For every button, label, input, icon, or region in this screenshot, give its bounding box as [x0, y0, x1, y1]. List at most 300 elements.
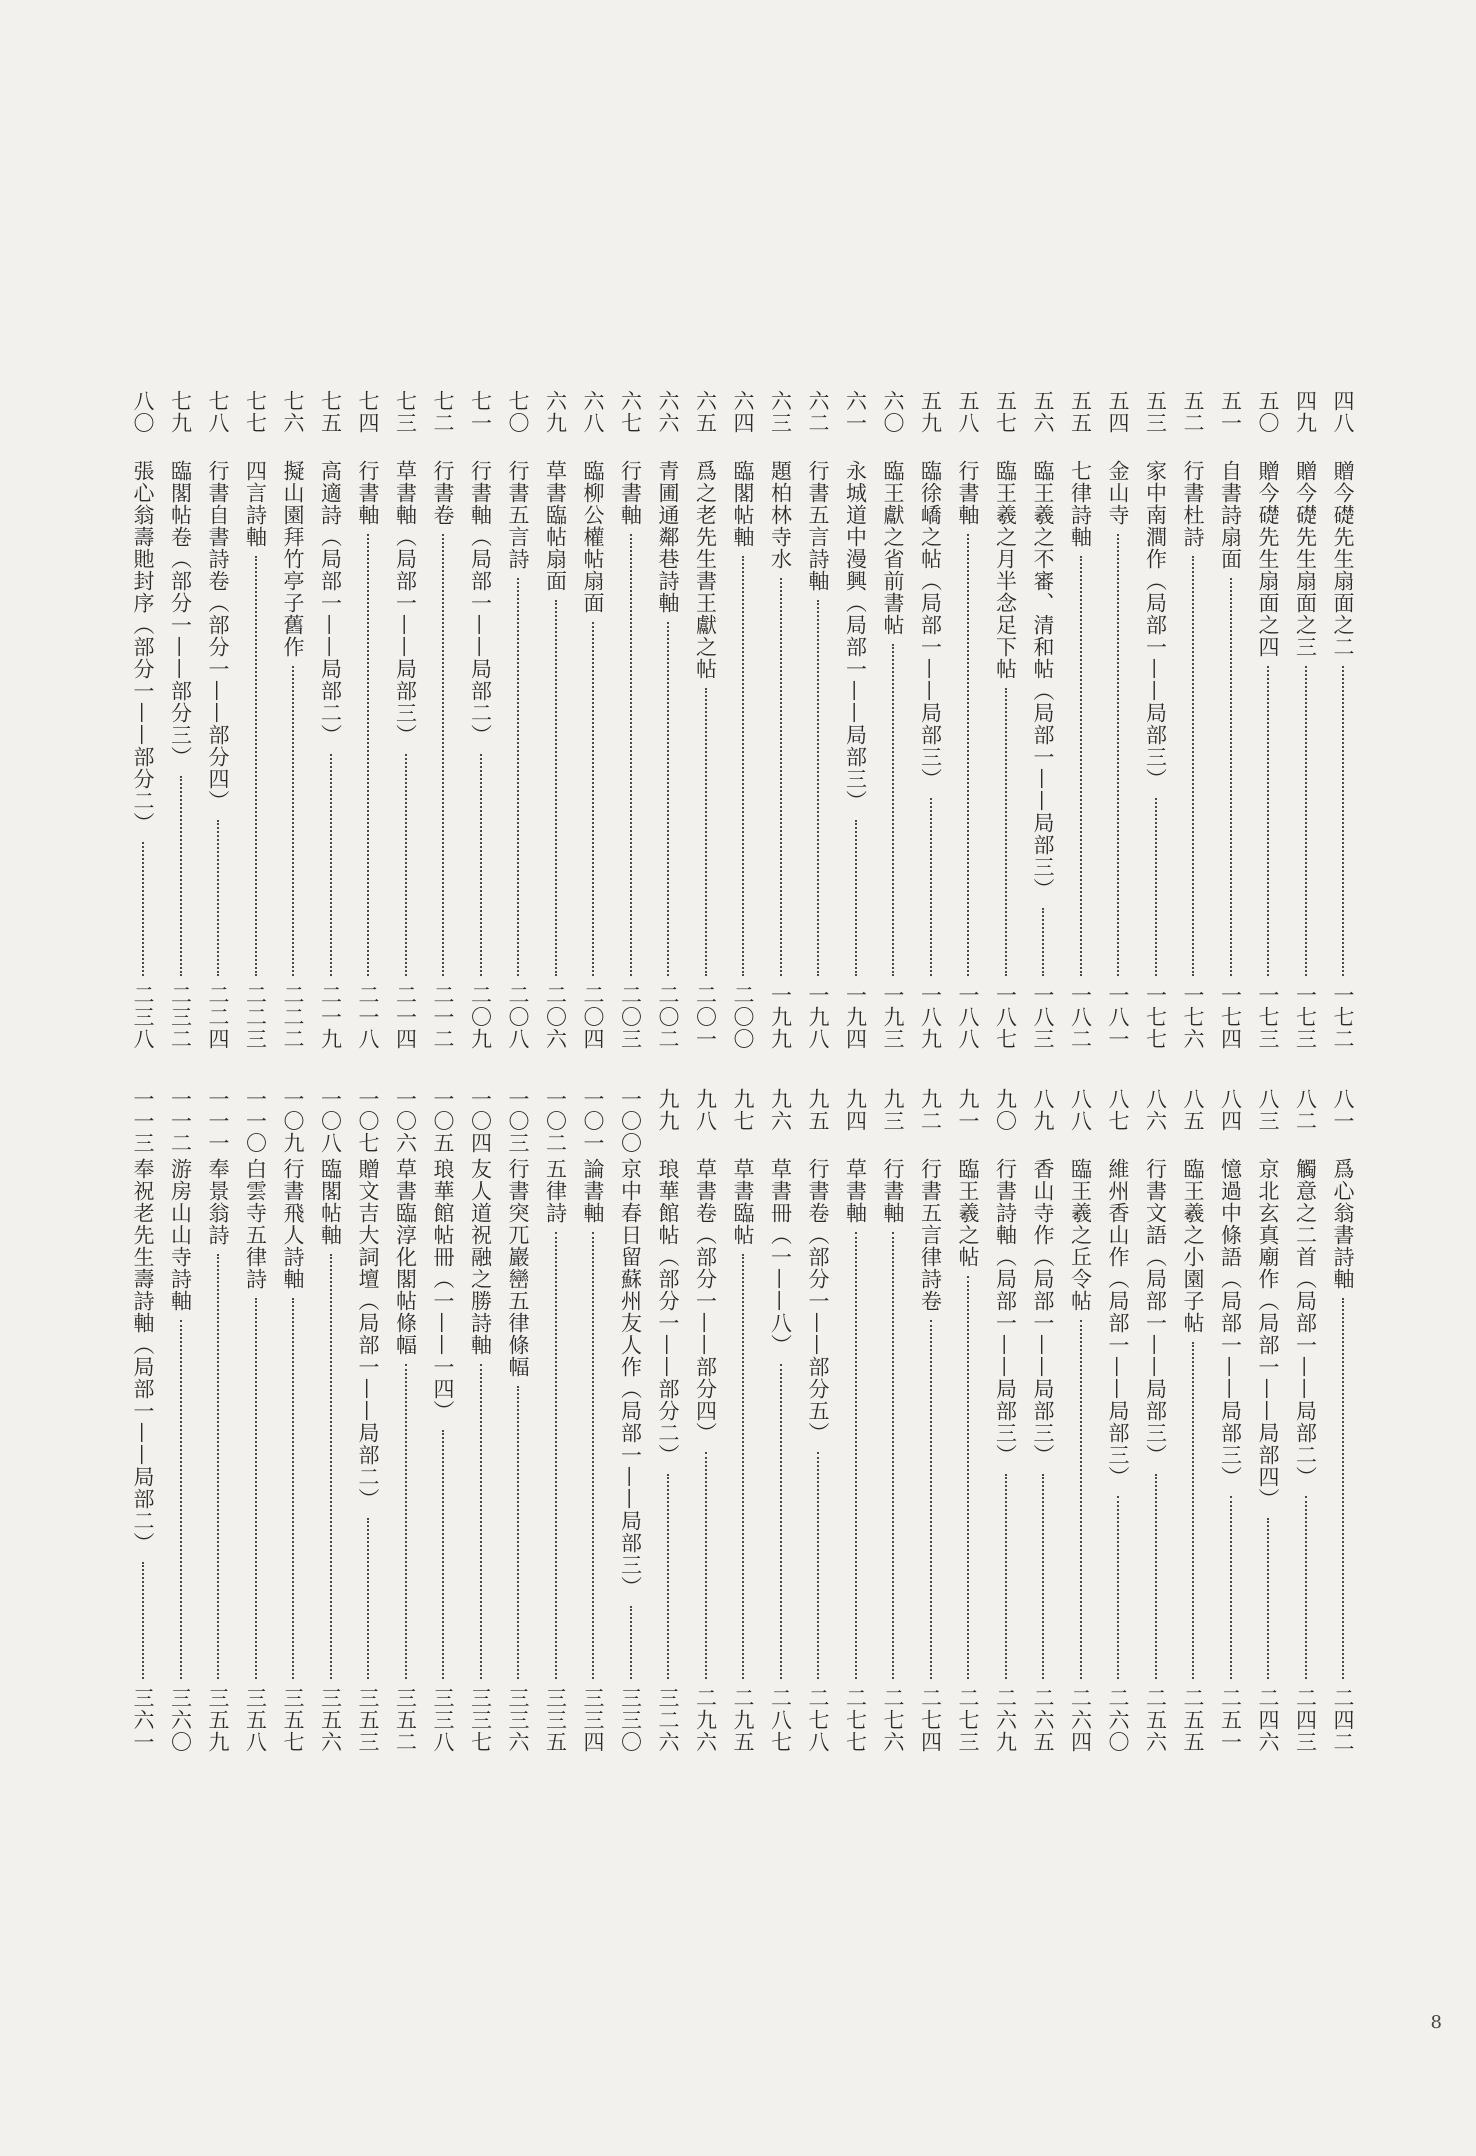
leader-dots [967, 534, 969, 976]
entry-title: 草書臨帖扇面 [543, 460, 568, 592]
entry-title: 行書軸 [618, 460, 643, 526]
entry-page: 三三八 [431, 1687, 455, 1753]
entry-title: 家中南澗作（局部一——局部三） [1143, 460, 1168, 790]
catalog-entry [1028, 1088, 1058, 1753]
entry-title: 草書軸 [843, 1158, 868, 1224]
catalog-entry [803, 390, 833, 1050]
entry-title: 自書詩扇面 [1218, 460, 1243, 570]
entry-title: 臨王羲之帖 [956, 1158, 980, 1268]
catalog-entry [953, 390, 983, 1050]
entry-page: 二〇六 [543, 984, 568, 1050]
entry-page: 二六五 [1031, 1687, 1055, 1753]
entry-number: 六七 [618, 390, 643, 434]
leader-dots [517, 578, 519, 976]
catalog-entry [1141, 390, 1171, 1050]
entry-title: 論書軸 [581, 1158, 605, 1224]
leader-dots [367, 534, 369, 976]
leader-dots [1230, 578, 1232, 976]
entry-page: 二六四 [1068, 1687, 1093, 1753]
entry-number: 七七 [243, 390, 268, 434]
entry-page: 一七二 [1331, 984, 1355, 1050]
leader-dots [892, 1232, 894, 1679]
entry-page: 二一九 [318, 984, 343, 1050]
entry-page: 二九六 [693, 1687, 718, 1753]
entry-title: 贈今礎先生扇面之三 [1293, 460, 1318, 658]
entry-title: 臨王羲之丘令帖 [1068, 1158, 1093, 1312]
catalog-entry [616, 390, 646, 1050]
entry-page: 三三七 [468, 1687, 493, 1753]
catalog-entry [1178, 1088, 1208, 1753]
entry-title: 爲心翁書詩軸 [1331, 1158, 1355, 1290]
catalog-entry [616, 1088, 646, 1753]
entry-number: 一〇二 [543, 1088, 568, 1154]
catalog-entry [241, 390, 271, 1050]
entry-page: 一九八 [806, 984, 830, 1050]
entry-number: 七一 [468, 390, 493, 434]
entry-page: 二〇九 [468, 984, 493, 1050]
entry-page: 二〇一 [693, 984, 718, 1050]
catalog-entry [541, 390, 571, 1050]
entry-title: 行書軸 [881, 1158, 905, 1224]
entry-number: 一〇八 [318, 1088, 343, 1154]
catalog-entry [653, 1088, 683, 1753]
entry-number: 一〇七 [356, 1088, 380, 1154]
entry-page: 三五二 [393, 1687, 418, 1753]
catalog-entry [1216, 1088, 1246, 1753]
entry-number: 七三 [393, 390, 418, 434]
entry-page: 二〇三 [618, 984, 643, 1050]
catalog-entry [1066, 390, 1096, 1050]
entry-title: 琅華館帖（部分一——部分二） [656, 1158, 680, 1466]
entry-page: 二五一 [1218, 1687, 1243, 1753]
catalog-entry [878, 1088, 908, 1753]
leader-dots [142, 1562, 144, 1679]
entry-number: 八四 [1218, 1088, 1243, 1132]
entry-page: 二九五 [731, 1687, 755, 1753]
catalog-column-group-top [128, 390, 1358, 1050]
entry-page: 一七三 [1256, 984, 1280, 1050]
entry-number: 七九 [168, 390, 193, 434]
entry-number: 五〇 [1256, 390, 1280, 434]
entry-title: 題柏林寺水 [768, 460, 793, 570]
entry-page: 一七六 [1181, 984, 1205, 1050]
entry-title: 臨柳公權帖扇面 [581, 460, 605, 614]
entry-title: 贈今礎先生扇面之二 [1331, 460, 1355, 658]
entry-number: 一〇一 [581, 1088, 605, 1154]
catalog-entry [1328, 390, 1358, 1050]
catalog-entry [1028, 390, 1058, 1050]
entry-title: 京中春日留蘇州友人作（局部一——局部三） [618, 1158, 643, 1598]
entry-page: 一八二 [1068, 984, 1093, 1050]
leader-dots [142, 842, 144, 976]
catalog-entry [916, 1088, 946, 1753]
leader-dots [405, 754, 407, 976]
catalog-entry [728, 1088, 758, 1753]
leader-dots [217, 1254, 219, 1679]
entry-page: 二三八 [131, 984, 155, 1050]
catalog-entry [353, 1088, 383, 1753]
entry-number: 九九 [656, 1088, 680, 1132]
entry-number: 一〇五 [431, 1088, 455, 1154]
entry-page: 二六九 [993, 1687, 1018, 1753]
catalog-entry [316, 390, 346, 1050]
entry-title: 擬山園拜竹亭子舊作 [281, 460, 305, 658]
entry-number: 一一三 [131, 1088, 155, 1154]
leader-dots [1080, 1320, 1082, 1679]
leader-dots [855, 820, 857, 976]
catalog-entry [841, 390, 871, 1050]
catalog-entry [916, 390, 946, 1050]
entry-number: 一一二 [168, 1088, 193, 1154]
entry-title: 行書自書詩卷（部分一——部分四） [206, 460, 230, 812]
entry-number: 六二 [806, 390, 830, 434]
catalog-entry [391, 390, 421, 1050]
catalog-entry [1253, 390, 1283, 1050]
entry-number: 五七 [993, 390, 1018, 434]
entry-title: 琅華館帖冊（一——一四） [431, 1158, 455, 1422]
leader-dots [180, 1320, 182, 1679]
entry-title: 行書五言詩軸 [806, 460, 830, 592]
entry-title: 白雲寺五律詩 [243, 1158, 268, 1290]
leader-dots [255, 1298, 257, 1679]
entry-number: 六八 [581, 390, 605, 434]
entry-number: 七二 [431, 390, 455, 434]
entry-title: 行書突兀巖巒五律條幅 [506, 1158, 530, 1378]
entry-number: 五一 [1218, 390, 1243, 434]
entry-page: 二二四 [206, 984, 230, 1050]
entry-number: 七〇 [506, 390, 530, 434]
entry-number: 八七 [1106, 1088, 1130, 1132]
entry-number: 六四 [731, 390, 755, 434]
catalog-entry [803, 1088, 833, 1753]
leader-dots [1005, 1474, 1007, 1679]
leader-dots [367, 1518, 369, 1679]
entry-number: 五四 [1106, 390, 1130, 434]
entry-title: 臨王羲之月半念足下帖 [993, 460, 1018, 680]
entry-number: 四九 [1293, 390, 1318, 434]
catalog-entry [1103, 390, 1133, 1050]
entry-number: 六五 [693, 390, 718, 434]
catalog-entry [428, 1088, 458, 1753]
entry-number: 七八 [206, 390, 230, 434]
entry-title: 青圃通鄰巷詩軸 [656, 460, 680, 614]
leader-dots [1192, 556, 1194, 976]
entry-title: 行書卷（部分一——部分五） [806, 1158, 830, 1444]
entry-title: 贈今礎先生扇面之四 [1256, 460, 1280, 658]
entry-page: 一九四 [843, 984, 868, 1050]
entry-number: 九八 [693, 1088, 718, 1132]
entry-page: 二〇〇 [731, 984, 755, 1050]
entry-title: 爲之老先生書王獻之帖 [693, 460, 718, 680]
entry-title: 行書軸 [356, 460, 380, 526]
entry-number: 六六 [656, 390, 680, 434]
catalog-entry [203, 390, 233, 1050]
entry-number: 六一 [843, 390, 868, 434]
catalog-entry [166, 1088, 196, 1753]
leader-dots [817, 1452, 819, 1679]
entry-title: 觸意之二首（局部一——局部二） [1293, 1158, 1318, 1488]
entry-number: 九七 [731, 1088, 755, 1132]
entry-title: 五律詩 [543, 1158, 568, 1224]
entry-number: 八二 [1293, 1088, 1318, 1132]
entry-number: 六三 [768, 390, 793, 434]
entry-page: 二八七 [768, 1687, 793, 1753]
catalog-entry [766, 390, 796, 1050]
entry-title: 七律詩軸 [1068, 460, 1093, 548]
catalog-entry [466, 390, 496, 1050]
leader-dots [705, 688, 707, 976]
entry-title: 行書文語（局部一——局部三） [1143, 1158, 1168, 1466]
entry-title: 臨王羲之小園子帖 [1181, 1158, 1205, 1334]
catalog-entry [428, 390, 458, 1050]
entry-page: 二五六 [1143, 1687, 1168, 1753]
entry-title: 憶過中條語（局部一——局部三） [1218, 1158, 1243, 1488]
leader-dots [555, 600, 557, 976]
entry-page: 三五八 [243, 1687, 268, 1753]
catalog-entry [503, 390, 533, 1050]
entry-page: 二一二 [431, 984, 455, 1050]
entry-page: 一七七 [1143, 984, 1168, 1050]
entry-title: 金山寺 [1106, 460, 1130, 526]
leader-dots [967, 1276, 969, 1679]
catalog-entry [841, 1088, 871, 1753]
entry-page: 二二三 [243, 984, 268, 1050]
entry-page: 三五九 [206, 1687, 230, 1753]
entry-title: 行書飛人詩軸 [281, 1158, 305, 1290]
entry-title: 行書杜詩 [1181, 460, 1205, 548]
entry-title: 臨王羲之不審、清和帖（局部一——局部三） [1031, 460, 1055, 900]
entry-number: 四八 [1331, 390, 1355, 434]
entry-page: 三六〇 [168, 1687, 193, 1753]
entry-page: 三三六 [506, 1687, 530, 1753]
catalog-entry [278, 390, 308, 1050]
catalog-entry [391, 1088, 421, 1753]
entry-number: 一〇四 [468, 1088, 493, 1154]
catalog-entry [466, 1088, 496, 1753]
entry-page: 一八八 [956, 984, 980, 1050]
entry-number: 九〇 [993, 1088, 1018, 1132]
entry-title: 草書冊（一——八） [768, 1158, 793, 1356]
leader-dots [855, 1232, 857, 1679]
entry-number: 一〇〇 [618, 1088, 643, 1154]
entry-page: 一八一 [1106, 984, 1130, 1050]
entry-page: 二七六 [881, 1687, 905, 1753]
leader-dots [630, 534, 632, 976]
leader-dots [1305, 666, 1307, 976]
leader-dots [705, 1452, 707, 1679]
entry-page: 二一四 [393, 984, 418, 1050]
entry-page: 一七三 [1293, 984, 1318, 1050]
leader-dots [930, 798, 932, 976]
entry-number: 八五 [1181, 1088, 1205, 1132]
leader-dots [217, 820, 219, 976]
entry-page: 一八三 [1031, 984, 1055, 1050]
entry-title: 草書臨帖 [731, 1158, 755, 1246]
entry-number: 五六 [1031, 390, 1055, 434]
entry-title: 草書卷（部分一——部分四） [693, 1158, 718, 1444]
leader-dots [1342, 666, 1344, 976]
leader-dots [1342, 1298, 1344, 1679]
leader-dots [255, 556, 257, 976]
leader-dots [817, 600, 819, 976]
entry-title: 奉景翁詩 [206, 1158, 230, 1246]
entry-page: 三五七 [281, 1687, 305, 1753]
leader-dots [480, 1364, 482, 1679]
entry-number: 一一一 [206, 1088, 230, 1154]
entry-title: 四言詩軸 [243, 460, 268, 548]
catalog-entry [1141, 1088, 1171, 1753]
catalog-entry [766, 1088, 796, 1753]
entry-title: 永城道中漫興（局部一——局部三） [843, 460, 868, 812]
catalog-entry [653, 390, 683, 1050]
leader-dots [630, 1606, 632, 1679]
leader-dots [1305, 1496, 1307, 1679]
catalog-entry [128, 390, 158, 1050]
entry-page: 二〇八 [506, 984, 530, 1050]
entry-number: 八八 [1068, 1088, 1093, 1132]
entry-title: 臨王獻之省前書帖 [881, 460, 905, 636]
leader-dots [930, 1320, 932, 1679]
leader-dots [292, 1298, 294, 1679]
entry-number: 五九 [918, 390, 943, 434]
entry-number: 九一 [956, 1088, 980, 1132]
entry-number: 九二 [918, 1088, 943, 1132]
entry-page: 二〇二 [656, 984, 680, 1050]
leader-dots [892, 644, 894, 976]
entry-number: 八九 [1031, 1088, 1055, 1132]
catalog-entry [241, 1088, 271, 1753]
entry-number: 五三 [1143, 390, 1168, 434]
entry-number: 九五 [806, 1088, 830, 1132]
entry-number: 九六 [768, 1088, 793, 1132]
catalog-entry [353, 390, 383, 1050]
entry-title: 游房山山寺詩軸 [168, 1158, 193, 1312]
catalog-entry [578, 390, 608, 1050]
entry-page: 一八七 [993, 984, 1018, 1050]
entry-title: 臨閣帖卷（部分一——部分三） [168, 460, 193, 768]
leader-dots [592, 1232, 594, 1679]
entry-number: 五五 [1068, 390, 1093, 434]
entry-page: 二七八 [806, 1687, 830, 1753]
leader-dots [780, 578, 782, 976]
catalog-entry [1328, 1088, 1358, 1753]
entry-page: 一八九 [918, 984, 943, 1050]
leader-dots [480, 754, 482, 976]
entry-title: 行書軸 [956, 460, 980, 526]
leader-dots [1042, 908, 1044, 976]
catalog-entry [953, 1088, 983, 1753]
entry-page: 二七七 [843, 1687, 868, 1753]
leader-dots [1267, 666, 1269, 976]
entry-page: 三五三 [356, 1687, 380, 1753]
entry-title: 行書五言詩 [506, 460, 530, 570]
entry-page: 一七四 [1218, 984, 1243, 1050]
entry-page: 一九九 [768, 984, 793, 1050]
catalog-entry [1216, 390, 1246, 1050]
leader-dots [1042, 1474, 1044, 1679]
catalog-entry [691, 1088, 721, 1753]
entry-page: 二七三 [956, 1687, 980, 1753]
entry-page: 二四二 [1331, 1687, 1355, 1753]
leader-dots [292, 666, 294, 976]
entry-page: 三三〇 [618, 1687, 643, 1753]
leader-dots [330, 754, 332, 976]
entry-page: 二三二 [168, 984, 193, 1050]
entry-title: 維州香山作（局部一——局部三） [1106, 1158, 1130, 1488]
entry-number: 五二 [1181, 390, 1205, 434]
entry-page: 二七四 [918, 1687, 943, 1753]
entry-title: 張心翁壽貤封序（部分一——部分二） [131, 460, 155, 834]
entry-page: 二六〇 [1106, 1687, 1130, 1753]
leader-dots [1155, 1474, 1157, 1679]
entry-page: 三六一 [131, 1687, 155, 1753]
entry-title: 行書軸（局部一——局部二） [468, 460, 493, 746]
catalog-entry [1253, 1088, 1283, 1753]
entry-page: 二〇四 [581, 984, 605, 1050]
entry-number: 八一 [1331, 1088, 1355, 1132]
entry-number: 八三 [1256, 1088, 1280, 1132]
leader-dots [1192, 1342, 1194, 1679]
entry-title: 草書軸（局部一——局部三） [393, 460, 418, 746]
entry-number: 八六 [1143, 1088, 1168, 1132]
entry-number: 七六 [281, 390, 305, 434]
entry-title: 高適詩（局部一——局部二） [318, 460, 343, 746]
leader-dots [1005, 688, 1007, 976]
catalog-entry [991, 1088, 1021, 1753]
entry-number: 八〇 [131, 390, 155, 434]
entry-title: 行書五言律詩卷 [918, 1158, 943, 1312]
entry-number: 一〇六 [393, 1088, 418, 1154]
entry-title: 香山寺作（局部一——局部三） [1031, 1158, 1055, 1466]
entry-title: 行書卷 [431, 460, 455, 526]
catalog-entry [991, 390, 1021, 1050]
page-number: 8 [1430, 2012, 1442, 2033]
entry-title: 奉祝老先生壽詩軸（局部一——局部二） [131, 1158, 155, 1554]
entry-page: 二一八 [356, 984, 380, 1050]
leader-dots [1117, 534, 1119, 976]
entry-number: 六九 [543, 390, 568, 434]
entry-page: 三三四 [581, 1687, 605, 1753]
catalog-entry [578, 1088, 608, 1753]
catalog-entry [1066, 1088, 1096, 1753]
catalog-entry [1103, 1088, 1133, 1753]
entry-number: 七五 [318, 390, 343, 434]
catalog-entry [728, 390, 758, 1050]
leader-dots [1155, 798, 1157, 976]
leader-dots [555, 1232, 557, 1679]
leader-dots [667, 1474, 669, 1679]
leader-dots [1117, 1496, 1119, 1679]
entry-number: 九四 [843, 1088, 868, 1132]
catalog-entry [691, 390, 721, 1050]
entry-number: 九三 [881, 1088, 905, 1132]
entry-number: 一〇三 [506, 1088, 530, 1154]
catalog-entry [128, 1088, 158, 1753]
entry-title: 草書臨淳化閣帖條幅 [393, 1158, 418, 1356]
catalog-column-group-bottom [128, 1088, 1358, 1753]
leader-dots [442, 1430, 444, 1679]
leader-dots [592, 622, 594, 976]
entry-number: 七四 [356, 390, 380, 434]
catalog-entry [503, 1088, 533, 1753]
entry-page: 二二二 [281, 984, 305, 1050]
entry-number: 一一〇 [243, 1088, 268, 1154]
entry-page: 二五五 [1181, 1687, 1205, 1753]
entry-number: 一〇九 [281, 1088, 305, 1154]
catalog-entry [541, 1088, 571, 1753]
entry-title: 京北玄真廟作（局部一——局部四） [1256, 1158, 1280, 1510]
catalog-entry [878, 390, 908, 1050]
